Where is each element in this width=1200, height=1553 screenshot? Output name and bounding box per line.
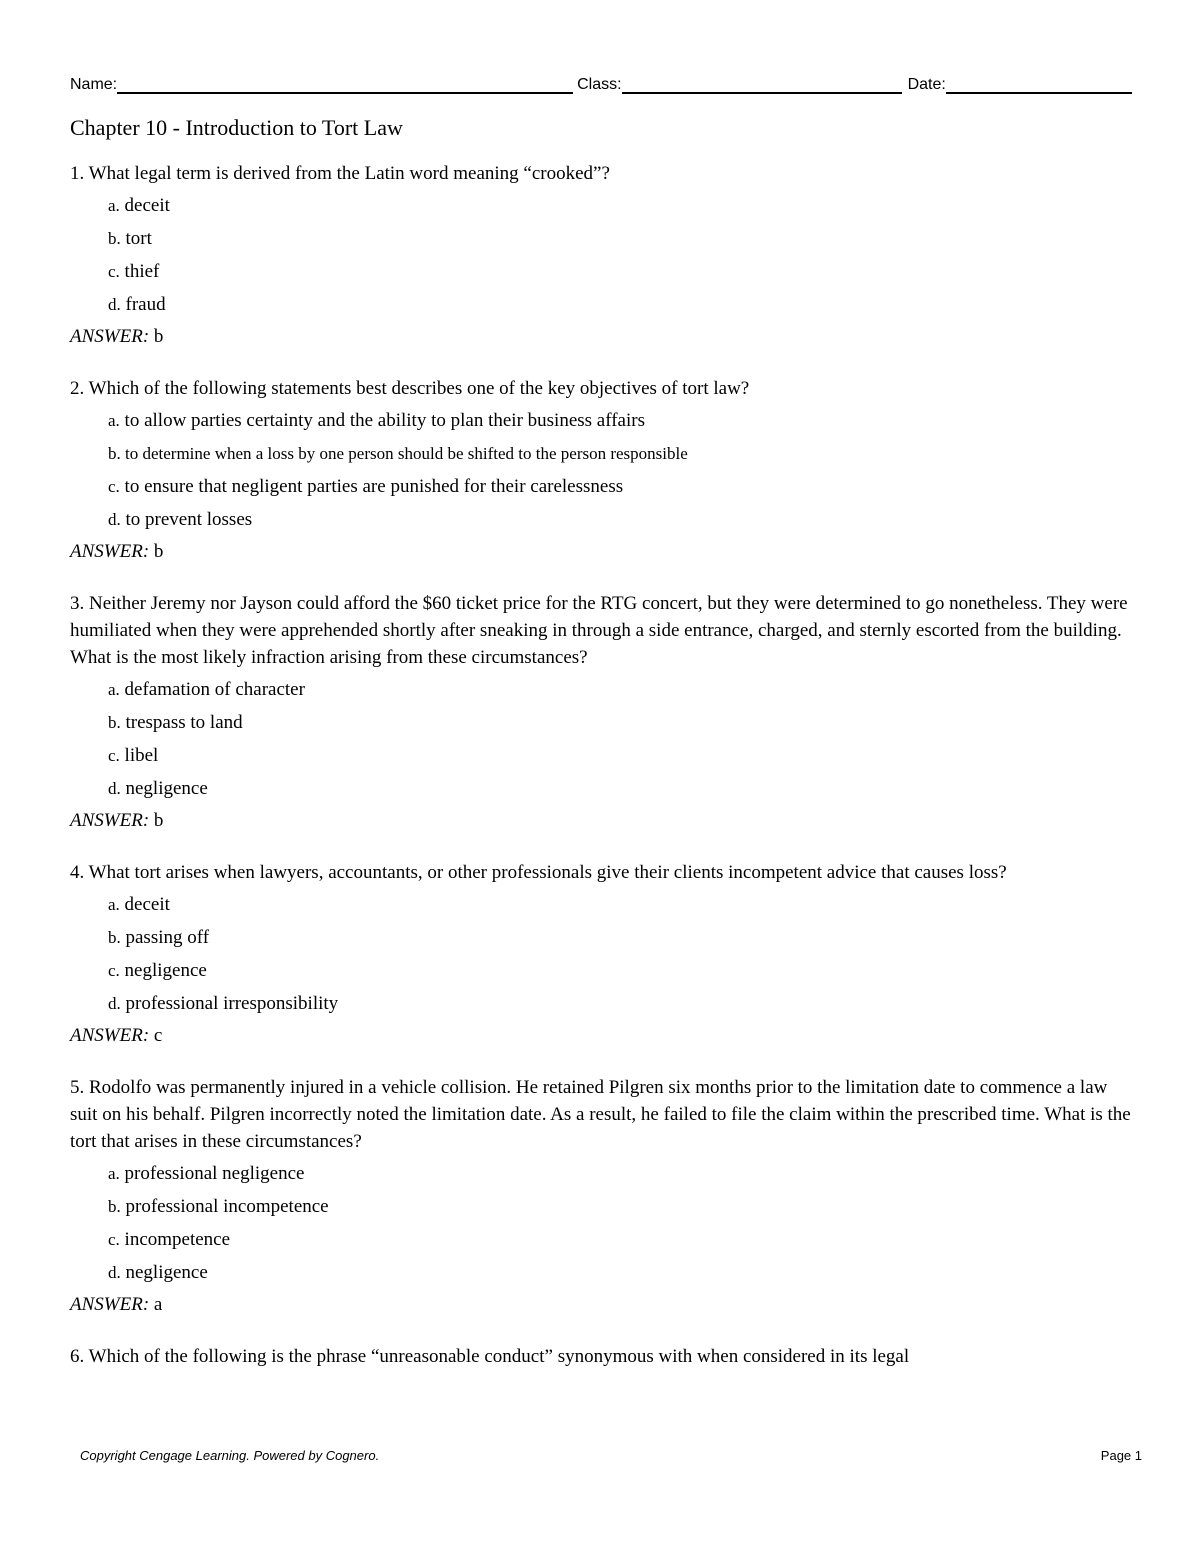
- date-label: Date:: [907, 76, 946, 93]
- question-1: [70, 160, 1132, 353]
- name-label: Name:: [70, 76, 118, 93]
- option-text: trespass to land: [125, 712, 243, 733]
- option-text: to allow parties certainty and the ability to plan their business affairs: [124, 410, 645, 431]
- option-c: [70, 470, 1132, 503]
- option-letter: a.: [108, 411, 120, 430]
- copyright-notice: Copyright Cengage Learning. Powered by Cognero.: [80, 1448, 380, 1463]
- option-letter: c.: [108, 746, 120, 765]
- option-text: passing off: [125, 927, 210, 948]
- option-d: [70, 1256, 1132, 1289]
- option-text: negligence: [124, 960, 207, 981]
- option-a: [70, 1157, 1132, 1190]
- option-b: [70, 706, 1132, 739]
- answer-value: b: [153, 810, 164, 831]
- answer-line: [70, 536, 1132, 568]
- question-5: [70, 1074, 1132, 1321]
- answer-label: ANSWER:: [70, 1294, 150, 1315]
- question-stem: 6. Which of the following is the phrase “unreasonable conduct” synonymous with when considered in its legal: [70, 1346, 910, 1367]
- option-a: [70, 673, 1132, 706]
- answer-label: ANSWER:: [70, 1025, 150, 1046]
- question-4: [70, 859, 1132, 1052]
- question-6: [70, 1343, 1132, 1370]
- class-field[interactable]: [622, 72, 902, 94]
- option-text: to prevent losses: [125, 509, 253, 530]
- question-stem: 2. Which of the following statements best describes one of the key objectives of tort law?: [70, 378, 750, 399]
- option-letter: a.: [108, 196, 120, 215]
- answer-line: [70, 805, 1132, 837]
- option-text: negligence: [125, 778, 208, 799]
- option-b: [70, 1190, 1132, 1223]
- option-c: [70, 255, 1132, 288]
- option-letter: d.: [108, 1263, 121, 1282]
- question-stem: 5. Rodolfo was permanently injured in a vehicle collision. He retained Pilgren six months prior to the limitation date to commence a law suit on his behalf. Pilgren incorrectly noted the limitation date. As a result, he failed to file the claim within the prescribed time. What is the tort that arises in these circumstances?: [70, 1077, 1131, 1152]
- option-text: fraud: [125, 294, 166, 315]
- name-field[interactable]: [117, 72, 573, 94]
- page-title: Chapter 10 - Introduction to Tort Law: [70, 115, 403, 140]
- answer-line: [70, 1020, 1132, 1052]
- option-text: professional negligence: [124, 1163, 305, 1184]
- option-d: [70, 772, 1132, 805]
- class-label: Class:: [577, 76, 622, 93]
- option-letter: b.: [108, 229, 121, 248]
- option-text: defamation of character: [124, 679, 305, 700]
- option-letter: a.: [108, 680, 120, 699]
- question-stem: 3. Neither Jeremy nor Jayson could afford the $60 ticket price for the RTG concert, but they were determined to go nonetheless. They were humiliated when they were apprehended shortly after sneaking in through a side entrance, charged, and sternly escorted from the building. What is the most likely infraction arising from these circumstances?: [70, 593, 1128, 668]
- option-a: [70, 404, 1132, 437]
- option-text: tort: [125, 228, 152, 249]
- answer-value: a: [153, 1294, 163, 1315]
- option-b: [70, 222, 1132, 255]
- answer-line: [70, 321, 1132, 353]
- option-letter: c.: [108, 961, 120, 980]
- question-stem: 1. What legal term is derived from the Latin word meaning “crooked”?: [70, 163, 610, 184]
- option-b: [70, 437, 1132, 470]
- option-text: to determine when a loss by one person should be shifted to the person responsible: [125, 444, 688, 463]
- option-d: [70, 503, 1132, 536]
- option-letter: a.: [108, 895, 120, 914]
- answer-label: ANSWER:: [70, 541, 150, 562]
- question-2: [70, 375, 1132, 568]
- option-text: deceit: [124, 894, 170, 915]
- option-letter: b.: [108, 1197, 121, 1216]
- option-a: [70, 189, 1132, 222]
- option-text: incompetence: [124, 1229, 231, 1250]
- option-c: [70, 954, 1132, 987]
- question-3: [70, 590, 1132, 837]
- answer-label: ANSWER:: [70, 810, 150, 831]
- option-letter: b.: [108, 928, 121, 947]
- option-text: thief: [124, 261, 160, 282]
- option-letter: b.: [108, 713, 121, 732]
- option-letter: b.: [108, 444, 121, 463]
- option-letter: d.: [108, 510, 121, 529]
- answer-value: c: [153, 1025, 163, 1046]
- option-a: [70, 888, 1132, 921]
- student-info-header: [70, 72, 1132, 94]
- option-d: [70, 987, 1132, 1020]
- option-letter: c.: [108, 477, 120, 496]
- answer-line: [70, 1289, 1132, 1321]
- question-stem: 4. What tort arises when lawyers, accountants, or other professionals give their clients incompetent advice that causes loss?: [70, 862, 1007, 883]
- option-text: deceit: [124, 195, 170, 216]
- date-field[interactable]: [946, 72, 1132, 94]
- option-text: to ensure that negligent parties are punished for their carelessness: [124, 476, 624, 497]
- answer-label: ANSWER:: [70, 326, 150, 347]
- answer-value: b: [153, 541, 164, 562]
- option-letter: c.: [108, 262, 120, 281]
- option-d: [70, 288, 1132, 321]
- option-c: [70, 1223, 1132, 1256]
- option-b: [70, 921, 1132, 954]
- page-footer: [80, 1448, 1142, 1463]
- option-c: [70, 739, 1132, 772]
- answer-value: b: [153, 326, 164, 347]
- option-text: professional irresponsibility: [125, 993, 339, 1014]
- question-list: [70, 160, 1132, 1392]
- option-text: professional incompetence: [125, 1196, 329, 1217]
- option-text: negligence: [125, 1262, 208, 1283]
- option-text: libel: [124, 745, 159, 766]
- option-letter: a.: [108, 1164, 120, 1183]
- option-letter: d.: [108, 779, 121, 798]
- option-letter: d.: [108, 295, 121, 314]
- page-number: Page 1: [1100, 1448, 1142, 1463]
- option-letter: c.: [108, 1230, 120, 1249]
- option-letter: d.: [108, 994, 121, 1013]
